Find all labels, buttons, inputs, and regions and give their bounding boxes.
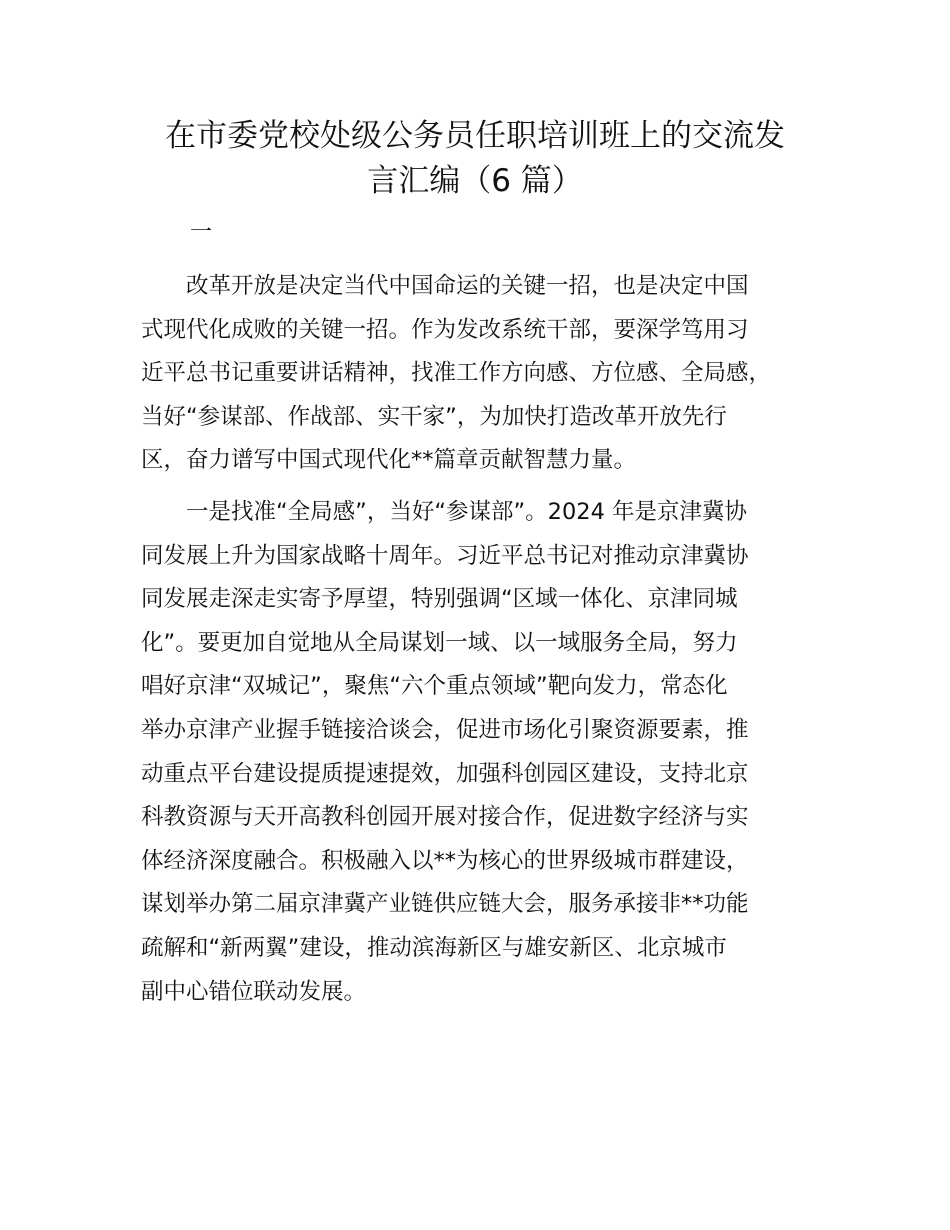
paragraph-line: 式现代化成败的关键一招。作为发改系统干部，要深学笃用习 — [141, 316, 749, 343]
paragraph-line: 体经济深度融合。积极融入以**为核心的世界级城市群建设， — [141, 847, 749, 874]
paragraph-line: 同发展走深走实寄予厚望，特别强调“区域一体化、京津同城 — [141, 586, 738, 613]
paragraph-line: 科教资源与天开高教科创园开展对接合作，促进数字经济与实 — [141, 804, 749, 831]
paragraph-line: 当好“参谋部、作战部、实干家”，为加快打造改革开放先行 — [141, 403, 727, 430]
paragraph-point-one — [141, 491, 841, 1014]
paragraph-line: 谋划举办第二届京津冀产业链供应链大会，服务承接非**功能 — [141, 891, 749, 918]
paragraph-line: 副中心错位联动发展。 — [141, 978, 367, 1005]
paragraph-line: 动重点平台建设提质提速提效，加强科创园区建设，支持北京 — [141, 760, 749, 787]
paragraph-line: 举办京津产业握手链接洽谈会，促进市场化引聚资源要素，推 — [141, 716, 749, 743]
document-title-line-2: 言汇编（6 篇） — [367, 163, 583, 199]
paragraph-line: 近平总书记重要讲话精神，找准工作方向感、方位感、全局感， — [141, 360, 772, 387]
paragraph-line: 疏解和“新两翼”建设，推动滨海新区与雄安新区、北京城市 — [141, 934, 727, 961]
paragraph-line: 一是找准“全局感”，当好“参谋部”。2024 年是京津冀协 — [141, 499, 748, 525]
paragraph-line: 唱好京津“双城记”，聚焦“六个重点领域”靶向发力，常态化 — [141, 673, 728, 700]
document-title-line-1: 在市委党校处级公务员任职培训班上的交流发 — [165, 118, 785, 154]
paragraph-line: 同发展上升为国家战略十周年。习近平总书记对推动京津冀协 — [141, 542, 749, 569]
paragraph-intro — [141, 265, 841, 483]
paragraph-line: 区，奋力谱写中国式现代化**篇章贡献智慧力量。 — [141, 447, 637, 474]
paragraph-line: 改革开放是决定当代中国命运的关键一招，也是决定中国 — [141, 273, 749, 299]
section-number: 一 — [190, 220, 213, 245]
paragraph-line: 化”。要更加自觉地从全局谋划一域、以一域服务全局，努力 — [141, 629, 738, 656]
